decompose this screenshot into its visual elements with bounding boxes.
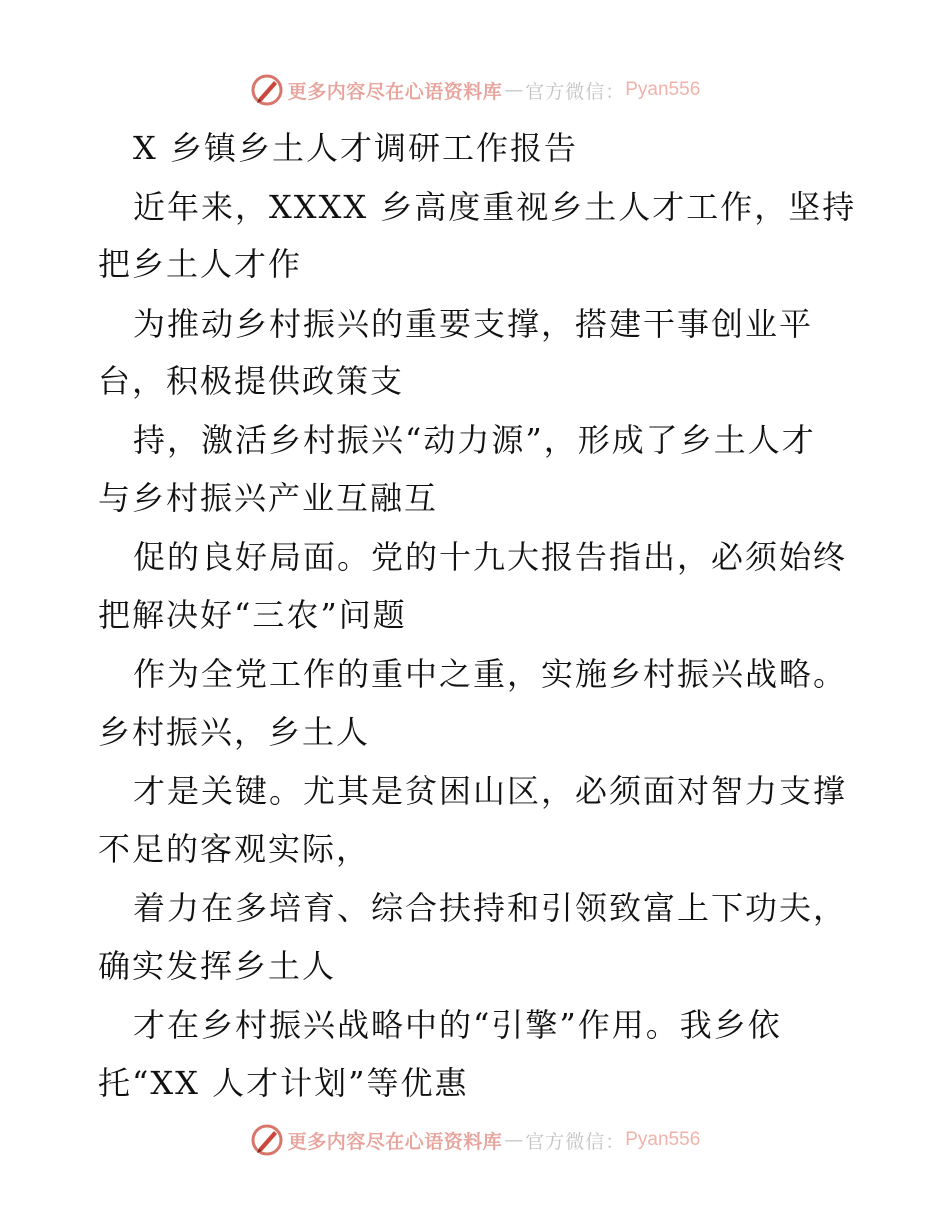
pen-logo-icon [250,73,284,107]
watermark-wechat-id: Pyan556 [625,79,701,100]
header-watermark [0,70,950,110]
paragraph-line: 为推动乡村振兴的重要支撑，搭建干事创业平 [133,305,814,343]
watermark-wechat-id: Pyan556 [625,1129,701,1150]
paragraph-line: 台，积极提供政策支 [98,362,405,400]
paragraph-line: 着力在多培育、综合扶持和引领致富上下功夫， [133,889,848,927]
paragraph-line: 不足的客观实际， [98,830,371,868]
watermark-official-label: 官方微信： [525,1130,626,1153]
paragraph-line: 确实发挥乡土人 [98,947,337,985]
paragraph-line: 把乡土人才作 [98,245,303,283]
paragraph-line: 才在乡村振兴战略中的“引擎”作用。我乡依 [133,1006,782,1044]
paragraph-line: 持，激活乡村振兴“动力源”，形成了乡土人才 [133,421,816,459]
paragraph-line: 把解决好“三农”问题 [98,596,407,634]
document-title: X 乡镇乡土人才调研工作报告 [133,129,578,167]
paragraph-line: 乡村振兴，乡土人 [98,713,371,751]
paragraph-line: 促的良好局面。党的十九大报告指出，必须始终 [133,538,848,576]
paragraph-line: 才是关键。尤其是贫困山区，必须面对智力支撑 [133,772,848,810]
paragraph-line: 与乡村振兴产业互融互 [98,479,439,517]
watermark-main-text: 更多内容尽在心语资料库 [287,1130,503,1153]
pen-logo-icon [250,1123,284,1157]
watermark-dash: — [504,79,524,101]
paragraph-line: 近年来，XXXX 乡高度重视乡土人才工作，坚持 [133,188,857,226]
watermark-official-label: 官方微信： [525,80,626,103]
paragraph-line: 作为全党工作的重中之重，实施乡村振兴战略。 [133,655,848,693]
footer-watermark [0,1120,950,1160]
watermark-dash: — [504,1129,524,1151]
watermark-main-text: 更多内容尽在心语资料库 [287,80,503,103]
paragraph-line: 托“XX 人才计划”等优惠 [98,1064,469,1102]
